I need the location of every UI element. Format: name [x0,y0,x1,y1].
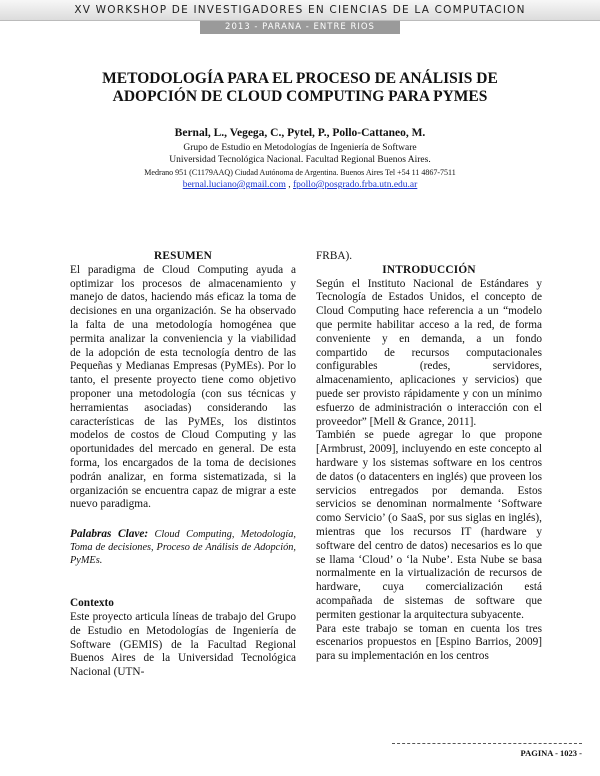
left-column [70,250,296,680]
paper-title: METODOLOGÍA PARA EL PROCESO DE ANÁLISIS DE ADOPCIÓN DE CLOUD COMPUTING PARA PYMES [102,70,498,105]
right-column [316,250,542,664]
workshop-banner: XV WORKSHOP DE INVESTIGADORES EN CIENCIAS DE LA COMPUTACION [0,0,600,21]
introduction-heading: INTRODUCCIÓN [382,263,476,276]
introduction-paragraph-1: Según el Instituto Nacional de Estándares y Tecnología de Estados Unidos, el concepto de Cloud Computing hace referencia a un “modelo que permite habilitar acceso a la red, de forma conveniente y en demanda, a un fondo compartido de recursos computacionales configurables (redes, servidores, almacenamiento, aplicaciones y servicios) que puede ser provisto rápidamente y con un mínimo esfuerzo de administración o interacción con el proveedor” [Mell & Grance, 2011]. [316,277,542,428]
keywords-text: Cloud Computing, Metodología, Toma de decisiones, Proceso de Análisis de Adopción, PyMEs. [70,529,296,567]
introduction-paragraph-2: También se puede agregar lo que propone [Armbrust, 2009], incluyendo en este concepto al hardware y los sistemas software en los centros de datos (o datacenters en inglés) que proveen los servicios entregados por demanda. Estos servicios se denominan normalmente ‘Software como Servicio’ (o SaaS, por sus siglas en inglés), mientras que los recursos IT (hardware y software del centro de datos) necesarios es lo que se llama ‘Cloud’ o ‘la Nube’. Esta Nube se basa normalmente en la virtualización de recursos de hardware, cuya comercialización está acompañada de sistemas de software que permiten gestionar la arquitectura subyacente. [316,429,542,621]
affiliation-address: Medrano 951 (C1179AAQ) Ciudad Autónoma de Argentina. Buenos Aires Tel +54 11 4867-7511 [144,168,456,177]
paper-authors: Bernal, L., Vegega, C., Pytel, P., Pollo-Cattaneo, M. [174,127,426,139]
abstract-text: El paradigma de Cloud Computing ayuda a optimizar los procesos de almacenamiento y manejo de datos, haciendo más eficaz la toma de decisiones en una organización. Se ha observado la falta de una metodología homogénea que permita analizar la conveniencia y la viabilidad de la adopción de esta tecnología dentro de las Pequeñas y Medianas Empresas (PyMEs). Por lo tanto, el presente proyecto tiene como objetivo proponer una metodología (con sus técnicas y herramientas asociadas) considerando las características de las PyMEs, los distintos modelos de costos de Cloud Computing y las oportunidades del mercado en general. De esta forma, los encargados de la toma de decisiones podrán analizar, en forma sistematizada, si la organización se encuentra capaz de migrar a este nuevo paradigma. [70,263,296,511]
keywords-label: Palabras Clave: [70,528,149,541]
keywords [70,528,296,567]
abstract-heading: RESUMEN [154,250,212,262]
context-heading: Contexto [70,597,114,610]
email-link-bernal[interactable]: bernal.luciano@gmail.com [182,180,286,190]
affiliation-group: Grupo de Estudio en Metodologías de Ingeniería de Software [183,143,417,153]
workshop-location: 2013 - PARANA - ENTRE RIOS [200,21,400,34]
footer-divider [392,743,582,744]
context-text: Este proyecto articula líneas de trabajo del Grupo de Estudio en Metodologías de Ingeniería de Software (GEMIS) de la Facultad Regional Buenos Aires de la Universidad Tecnológica Nacional (UTN- [70,610,296,679]
author-emails [40,179,560,191]
email-link-pollo[interactable]: fpollo@posgrado.frba.utn.edu.ar [293,180,418,190]
email-separator: , [285,180,293,190]
page-number: PAGINA - 1023 - [520,748,582,758]
page-footer [392,743,582,758]
affiliation-university: Universidad Tecnológica Nacional. Facultad Regional Buenos Aires. [169,155,431,165]
context-continuation: FRBA). [316,250,353,262]
introduction-paragraph-3: Para este trabajo se toman en cuenta los tres escenarios propuestos en [Espino Barrios, 2009] para su implementación en los centros [316,622,542,663]
